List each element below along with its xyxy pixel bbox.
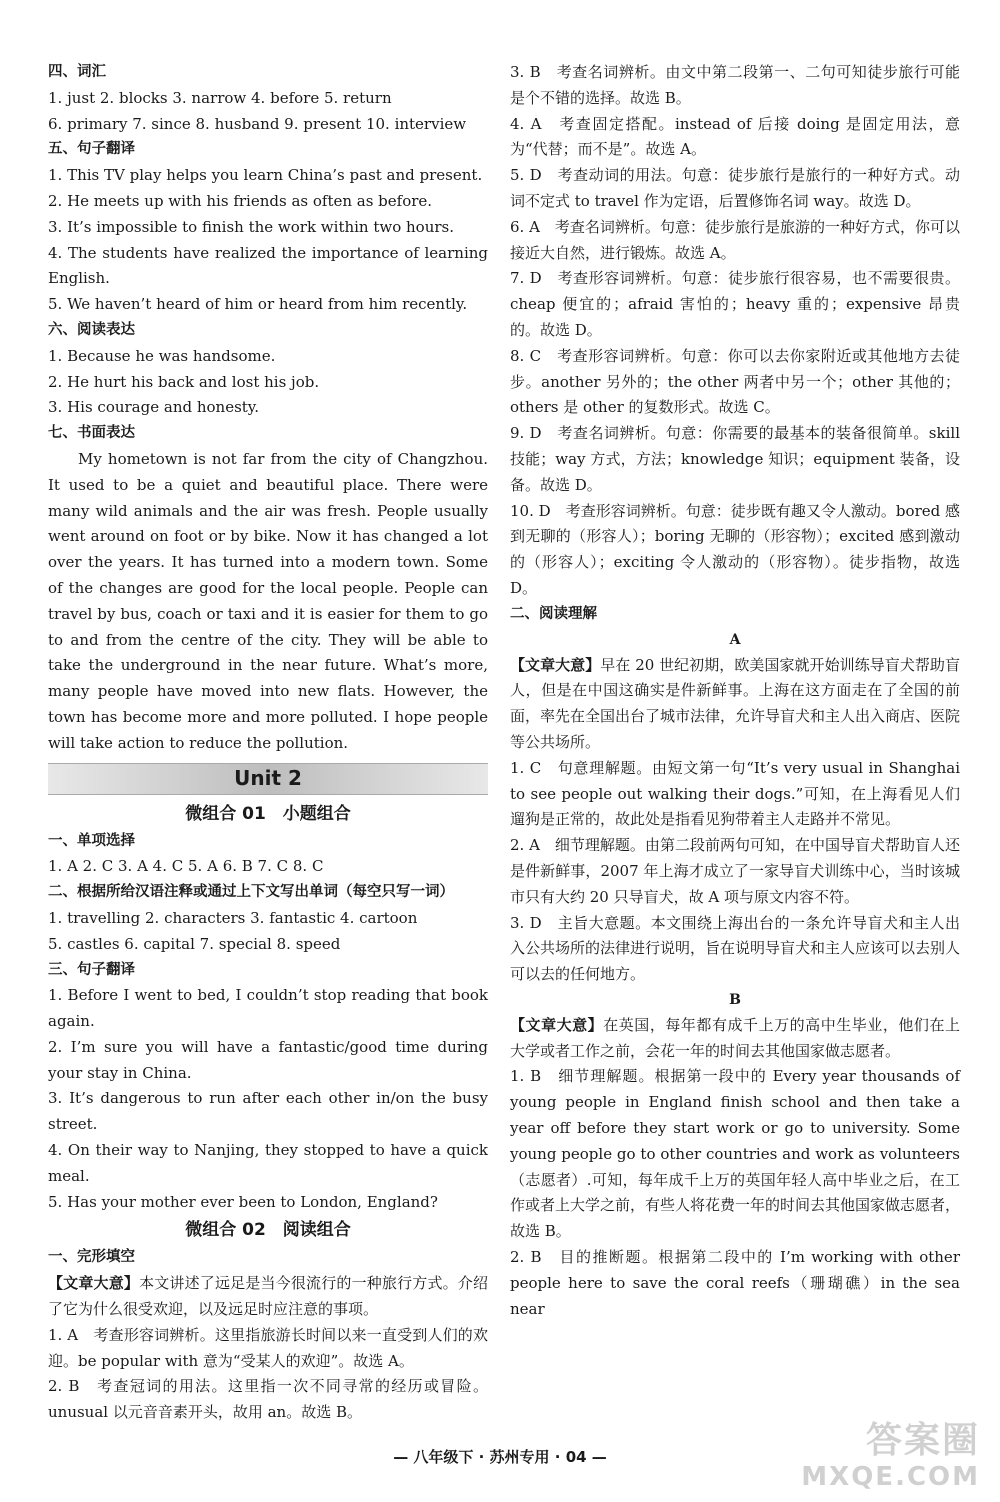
cloze-answer: 3. B 考查名词辨析。由文中第二段第一、二句可知徒步旅行可能是个不错的选择。故选 B。 bbox=[510, 63, 960, 107]
unit-title: Unit 2 bbox=[234, 765, 302, 790]
passage-a-answer: 1. C 句意理解题。由短文第一句“It’s very usual in Shanghai to see people out walking their dogs.”可知，在上海看见人们遛狗是正常的，故此处是指看见狗带着主人走路并不常见。 bbox=[510, 758, 960, 829]
g2-section-1-title: 一、完形填空 bbox=[48, 1249, 135, 1266]
cloze-answer: 6. A 考查名词辨析。句意：徒步旅行是旅游的一种好方式，你可以接近大自然，进行锻炼。故选 A。 bbox=[510, 217, 960, 262]
left-column bbox=[48, 60, 488, 1426]
summary-text: 本文讲述了远足是当今很流行的一种旅行方式。介绍了它为什么很受欢迎，以及远足时应注意的事项。 bbox=[48, 1274, 488, 1319]
passage-a-answer: 2. A 细节理解题。由第二段前两句可知，在中国导盲犬帮助盲人还是件新鲜事，2007 年上海才成立了一家导盲犬训练中心，当时该城市只有大约 20 只导盲犬，故 A 项与原文内容不符。 bbox=[510, 836, 960, 906]
unit-banner bbox=[48, 763, 488, 795]
summary-label: 【文章大意】 bbox=[510, 1015, 604, 1034]
essay-paragraph: My hometown is not far from the city of Changzhou. It used to be a quiet and beautiful place. There were many wild animals and the air was fresh. People usually went around on foot or by bike. Now it has changed a lot over the years. It has turned into a modern town. Some of the changes are good for the local people. People can travel by bus, coach or taxi and it is easier for them to go to and from the centre of the city. They will be able to take the underground in the near future. What’s more, many people have moved into new flats. However, the town has become more and more polluted. I hope people will take action to reduce the pollution. bbox=[48, 449, 488, 752]
watermark-bottom-text: MXQE.COM bbox=[801, 1462, 980, 1492]
summary-label: 【文章大意】 bbox=[48, 1274, 140, 1293]
vocab-line-2: 6. primary 7. since 8. husband 9. present 10. interview bbox=[48, 114, 467, 133]
g1-translation-item: 1. Before I went to bed, I couldn’t stop reading that book again. bbox=[48, 986, 488, 1031]
section-7-title: 七、书面表达 bbox=[48, 425, 135, 442]
cloze-answer: 2. B 考查冠词的用法。这里指一次不同寻常的经历或冒险。unusual 以元音音素开头，故用 an。故选 B。 bbox=[48, 1377, 488, 1422]
cloze-answer: 10. D 考查形容词辨析。句意：徒步既有趣又令人激动。bored 感到无聊的（形容人）；boring 无聊的（形容物）；excited 感到激动的（形容人）；exciting 令人激动的（形容物）。徒步指物，故选 D。 bbox=[510, 501, 960, 597]
word-answers-line-2: 5. castles 6. capital 7. special 8. speed bbox=[48, 934, 341, 953]
section-5-title: 五、句子翻译 bbox=[48, 141, 135, 158]
watermark-top-text: 答案圈 bbox=[865, 1420, 980, 1461]
section-6-title: 六、阅读表达 bbox=[48, 321, 135, 338]
cloze-summary bbox=[48, 1271, 488, 1323]
translation-item: 3. It’s impossible to finish the work within two hours. bbox=[48, 217, 455, 236]
g1-translation-item: 3. It’s dangerous to run after each other in/on the busy street. bbox=[48, 1089, 488, 1134]
right-column bbox=[510, 60, 960, 1322]
g1-translation-item: 5. Has your mother ever been to London, England? bbox=[48, 1192, 438, 1211]
passage-a-answer: 3. D 主旨大意题。本文围绕上海出台的一条允许导盲犬和主人出入公共场所的法律进行说明，旨在说明导盲犬和主人应该可以去别人可以去的任何地方。 bbox=[510, 913, 961, 984]
reading-expression-item: 1. Because he was handsome. bbox=[48, 346, 276, 365]
summary-text: 早在 20 世纪初期，欧美国家就开始训练导盲犬帮助盲人，但是在中国这确实是件新鲜事。上海在这方面走在了全国的前面，率先在全国出台了城市法律，允许导盲犬和主人出入商店、医院等公共场所。 bbox=[510, 655, 961, 751]
translation-item: 2. He meets up with his friends as often as before. bbox=[48, 191, 433, 210]
cloze-answer: 7. D 考查形容词辨析。句意：徒步旅行很容易，也不需要很贵。cheap 便宜的；afraid 害怕的；heavy 重的；expensive 昂贵的。故选 D。 bbox=[510, 269, 960, 339]
g1-translation-item: 2. I’m sure you will have a fantastic/good time during your stay in China. bbox=[48, 1037, 488, 1082]
reading-expression-item: 3. His courage and honesty. bbox=[48, 398, 260, 417]
group-01-title: 微组合 01 小题组合 bbox=[185, 803, 351, 824]
translation-item: 5. We haven’t heard of him or heard from him recently. bbox=[48, 295, 468, 314]
passage-a-label: A bbox=[729, 631, 741, 648]
vocab-line-1: 1. just 2. blocks 3. narrow 4. before 5. return bbox=[48, 88, 392, 107]
g1-section-1-title: 一、单项选择 bbox=[48, 832, 135, 849]
passage-a-summary bbox=[510, 653, 960, 756]
cloze-answer: 8. C 考查形容词辨析。句意：你可以去你家附近或其他地方去徒步。another 另外的；the other 两者中另一个；other 其他的；others 是 other 的复数形式。故选 C。 bbox=[510, 346, 960, 417]
passage-b-answer: 2. B 目的推断题。根据第二段中的 I’m working with other people here to save the coral reefs（珊瑚礁）in the sea near bbox=[510, 1248, 960, 1318]
translation-item: 4. The students have realized the importance of learning English. bbox=[48, 243, 488, 288]
g1-translation-item: 4. On their way to Nanjing, they stopped to have a quick meal. bbox=[48, 1141, 488, 1185]
summary-label: 【文章大意】 bbox=[510, 655, 601, 674]
page-footer: — 八年级下 · 苏州专用 · 04 — bbox=[393, 1448, 607, 1466]
passage-b-summary bbox=[510, 1013, 960, 1065]
summary-text: 在英国，每年都有成千上万的高中生毕业，他们在上大学或者工作之前，会花一年的时间去其他国家做志愿者。 bbox=[510, 1015, 960, 1060]
g1-section-2-title: 二、根据所给汉语注释或通过上下文写出单词（每空只写一词） bbox=[48, 884, 454, 901]
passage-b-answer: 1. B 细节理解题。根据第一段中的 Every year thousands of young people in England finish school and then take a year off before they start work or go to university. Some young people go to other countries and work as volunteers（志愿者）.可知，每年成千上万的英国年轻人高中毕业之后，在工作或者上大学之前，有些人将花费一年的时间去其他国家做志愿者，故选 B。 bbox=[510, 1067, 961, 1241]
section-4-title: 四、词汇 bbox=[48, 64, 106, 80]
g1-section-3-title: 三、句子翻译 bbox=[48, 961, 135, 978]
cloze-answer: 1. A 考查形容词辨析。这里指旅游长时间以来一直受到人们的欢迎。be popular with 意为“受某人的欢迎”。故选 A。 bbox=[48, 1325, 488, 1370]
word-answers-line-1: 1. travelling 2. characters 3. fantastic 4. cartoon bbox=[48, 908, 418, 927]
passage-b-label: B bbox=[729, 991, 741, 1008]
cloze-answer: 5. D 考查动词的用法。句意：徒步旅行是旅行的一种好方式。动词不定式 to travel 作为定语，后置修饰名词 way。故选 D。 bbox=[510, 166, 960, 210]
watermark-logo bbox=[800, 1412, 980, 1492]
cloze-answer: 4. A 考查固定搭配。instead of 后接 doing 是固定用法，意为“代替；而不是”。故选 A。 bbox=[510, 114, 960, 159]
cloze-answer: 9. D 考查名词辨析。句意：你需要的最基本的装备很简单。skill 技能；way 方式，方法；knowledge 知识；equipment 装备，设备。故选 D。 bbox=[510, 424, 960, 494]
group-02-title: 微组合 02 阅读组合 bbox=[185, 1220, 351, 1241]
single-choice-answers: 1. A 2. C 3. A 4. C 5. A 6. B 7. C 8. C bbox=[48, 857, 324, 876]
reading-expression-item: 2. He hurt his back and lost his job. bbox=[48, 372, 320, 391]
translation-item: 1. This TV play helps you learn China’s past and present. bbox=[48, 166, 483, 185]
reading-section-title: 二、阅读理解 bbox=[510, 605, 597, 622]
